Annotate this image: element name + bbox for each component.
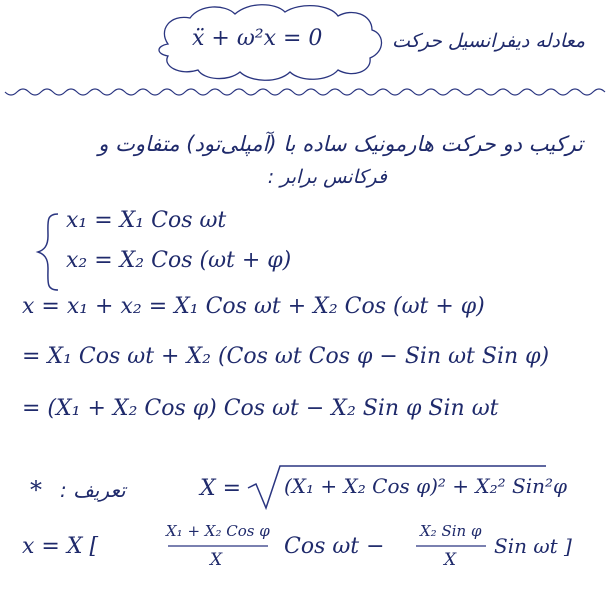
definition-radicand: (X₁ + X₂ Cos φ)² + X₂² Sin²φ: [284, 474, 568, 498]
definition-lhs: X =: [200, 476, 242, 501]
intro-line-2: فرکانس برابر :: [267, 166, 387, 188]
definition-label: تعریف :: [60, 478, 126, 502]
system-eq-2: x₂ = X₂ Cos (ωt + φ): [66, 248, 292, 273]
final-numerator-2: X₂ Sin φ: [420, 522, 482, 540]
final-denominator-2: X: [444, 550, 457, 570]
definition-star: *: [30, 476, 42, 504]
header-title: معادله دیفرانسیل حرکت: [391, 30, 585, 52]
intro-line-1: ترکیب دو حرکت هارمونیک ساده با (آمپلی‌تود) متفاوت و: [98, 132, 583, 156]
derivation-line-1: x = x₁ + x₂ = X₁ Cos ωt + X₂ Cos (ωt + φ): [22, 294, 485, 319]
final-tail: Sin ωt ]: [494, 534, 572, 558]
wavy-divider: [5, 89, 605, 95]
final-lhs: x = X [: [22, 534, 99, 559]
system-brace: [38, 214, 58, 290]
header-equation: ẍ + ω²x = 0: [192, 26, 323, 51]
final-denominator-1: X: [210, 550, 223, 570]
system-eq-1: x₁ = X₁ Cos ωt: [66, 208, 227, 233]
final-numerator-1: X₁ + X₂ Cos φ: [166, 522, 270, 540]
final-middle: Cos ωt −: [284, 534, 385, 559]
derivation-line-2: = X₁ Cos ωt + X₂ (Cos ωt Cos φ − Sin ωt Sin φ): [22, 344, 550, 369]
derivation-line-3: = (X₁ + X₂ Cos φ) Cos ωt − X₂ Sin φ Sin ωt: [22, 396, 499, 421]
